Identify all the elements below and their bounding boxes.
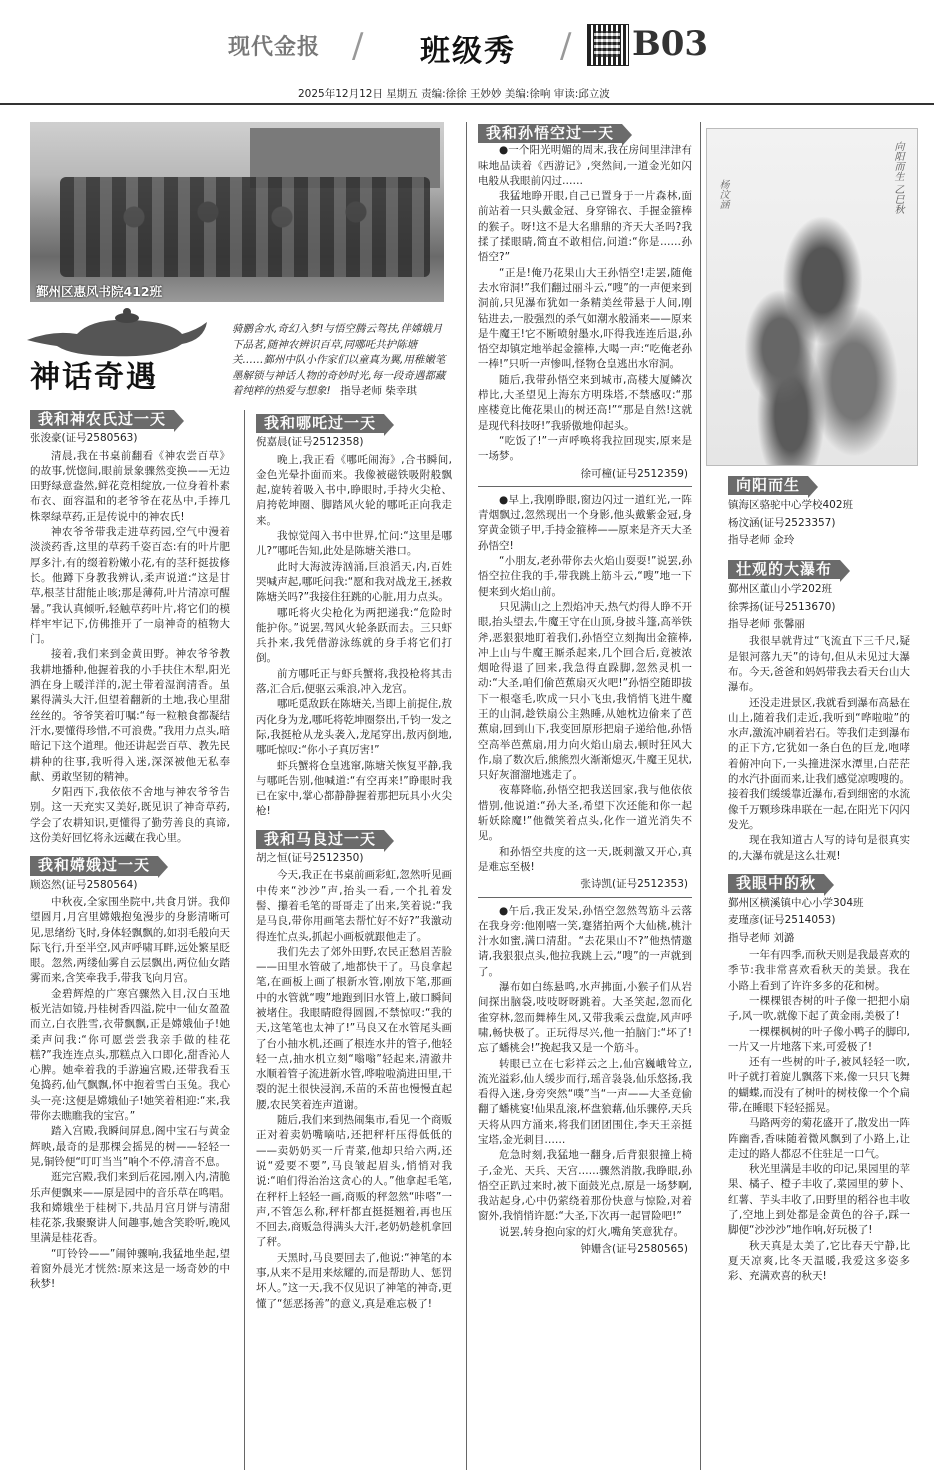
story-teacher: 指导老师 刘潞 bbox=[728, 931, 795, 944]
story-title: 我和神农氏过一天 bbox=[30, 410, 174, 429]
story-paragraph: 神农爷爷带我走进草药园,空气中漫着淡淡药香,这里的草药千姿百态:有的叶片肥厚多汁,有的缀着粉嫩小花,有的茎秆挺拔修长。他蹲下身教我辨认,柔声说道:“这是甘草,根茎甘甜能止咳;那是薄荷,叶片清凉可醒暑。”我认真倾听,轻触草药叶片,将它们的模样牢牢记下,仿佛推开了一扇神奇的植物大门。 bbox=[30, 526, 230, 646]
column-4 bbox=[728, 476, 910, 1285]
story-paragraph: 一棵棵银杏树的叶子像一把把小扇子,风一吹,就像下起了黄金雨,美极了! bbox=[728, 994, 910, 1023]
photo-caption: 鄞州区惠风书院412班 bbox=[36, 284, 163, 299]
feature-title: 神话奇遇 bbox=[30, 360, 158, 395]
story-byline: 徐霁扬(证号2513670) bbox=[728, 600, 836, 613]
story-paragraph: 夜幕降临,孙悟空把我送回家,我与他依依惜别,他说道:“孙大圣,希望下次还能和你一起斩妖除魔!”他微笑着点头,化作一道光消失不见。 bbox=[478, 784, 692, 843]
story-title: 我眼中的秋 bbox=[728, 874, 824, 893]
story-byline: 顾恣然(证号2580564) bbox=[30, 878, 138, 891]
story-paragraph: 虾兵蟹将仓皇逃窜,陈塘关恢复平静,我与哪吒告别,他喊道:“有空再来!”睁眼时我已在家中,掌心都静静握着那把玩具小火尖枪! bbox=[256, 759, 452, 818]
column-3 bbox=[478, 124, 692, 1261]
story-paragraph: 中秋夜,全家围坐院中,共食月饼。我仰望圆月,月宫里嫦娥抱兔漫步的身影清晰可见,思绪纷飞时,身体轻飘飘的,如羽毛般向天际飞行,升至半空,风声呼啸耳畔,远处繁星眨眼。忽然,两缕仙雾自云层飘出,两位仙女踏雾而来,含笑牵我手,带我飞向月宫。 bbox=[30, 895, 230, 985]
column-divider bbox=[700, 122, 701, 1470]
story-paragraph: “小朋友,老孙带你去火焰山耍耍!”说罢,孙悟空拉住我的手,带我跳上筋斗云,“嗖”地一下便来到火焰山前。 bbox=[478, 555, 692, 598]
page-number: B03 bbox=[632, 24, 709, 64]
feature-intro bbox=[232, 322, 448, 400]
story-paragraph: 危急时刻,我猛地一翻身,后背狠狠撞上椅子,金光、天兵、天宫……骤然消散,我睁眼,孙悟空正趴过来时,被下面鼓光点,原是一场梦啊,我站起身,心中仍萦绕着那份快意与惊险,对着窗外,我悄悄许愿:“大圣,下次再一起冒险吧!” bbox=[478, 1149, 692, 1223]
story-title: 向阳而生 bbox=[728, 476, 808, 495]
story-school: 鄞州区董山小学202班 bbox=[728, 583, 833, 596]
story-school: 鄞州区横溪镇中心小学304班 bbox=[728, 897, 864, 910]
story-paragraph: 前方哪吒正与虾兵蟹将,我投枪将其击落,汇合后,便驱云乘浪,冲入龙宫。 bbox=[256, 667, 452, 696]
story-paragraph: 还有一些树的叶子,被风轻轻一吹,叶子就打着旋儿飘落下来,像一只只飞舞的蝴蝶,而没有了树叶的树枝像一个个扁带,在睡眼下轻轻摇晃。 bbox=[728, 1056, 910, 1114]
story-paragraph: 随后,我们来到热闹集市,看见一个商贩正对着卖奶嘴嘀咕,还把秤杆压得低低的——卖奶奶买一斤青菜,他却只给六两,还说“爱要不要”,马良皱起眉头,悄悄对我说:“咱们得治治这贪心的人。”他拿起毛笔,在秤杆上轻轻一画,商贩的秤忽然“咔嗒”一声,不管怎么称,秤杆都直挺挺翘着,再也压不回去,商贩急得满头大汗,老奶奶趁机拿回了秤。 bbox=[256, 1114, 452, 1249]
story-paragraph: 还没走进景区,我就看到瀑布高悬在山上,随着我们走近,我听到“哗啦啦”的水声,激流冲刷着岩石。等我们走到瀑布的正下方,它犹如一条白色的巨龙,咆哮着俯冲向下,一头撞进深水潭里,白茫茫的水汽扑面而来,让我们感觉凉嗖嗖的。接着我们缓缓靠近瀑布,看到细密的水流像千万颗珍珠串联在一起,在阳光下闪闪发光。 bbox=[728, 696, 910, 831]
qr-code-icon[interactable] bbox=[587, 24, 629, 66]
painting-inscription: 向阳而生 乙巳秋 bbox=[892, 141, 903, 215]
header-divider: / bbox=[560, 26, 572, 66]
story-paragraph: ●午后,我正发呆,孙悟空忽然驾筋斗云落在我身旁:他刚嘻一笑,蹇猪拍两个大仙桃,桃汁汁水如蜜,满口清甜。“去花果山不?”他热情邀请,我狠狠点头,他拉我跳上云,“嗖”的一声就到了。 bbox=[478, 904, 692, 978]
story-paragraph: 清晨,我在书桌前翻看《神农尝百草》的故事,恍惚间,眼前景象骤然变换——无边田野绿意盎然,鲜花竞相绽放,一位身着朴素布衣、面容温和的老爷爷在花丛中,手捧几株翠绿草药,正是传说中的神农氏! bbox=[30, 449, 230, 523]
story-paragraph: 晚上,我正看《哪吒闹海》,合书瞬间,金色光晕扑面而来。我像被磁铁吸附般飘起,旋转着吸入书中,睁眼时,手持火尖枪、肩挎乾坤圈、脚踏风火轮的哪吒正向我走来。 bbox=[256, 453, 452, 527]
magic-lamp-icon bbox=[22, 300, 212, 360]
story-paragraph: 现在我知道古人写的诗句是很真实的,大瀑布就是这么壮观! bbox=[728, 834, 910, 862]
story-paragraph: 一年有四季,而秋天则是我最喜欢的季节:我非常喜欢看秋天的美景。我在小路上看到了许许多多的花和树。 bbox=[728, 949, 910, 992]
story-paragraph: 秋天真是太美了,它比春天宁静,比夏天凉爽,比冬天温暖,我爱这多姿多彩、充满欢喜的秋天! bbox=[728, 1239, 910, 1283]
story-paragraph: 马路两旁的菊花盛开了,散发出一阵阵幽香,香味随着微风飘到了小路上,让走过的路人都忍不住驻足一口气。 bbox=[728, 1117, 910, 1160]
story-paragraph: ●早上,我刚睁眼,窗边闪过一道红光,一阵青烟飘过,忽然现出一个身影,他头戴紫金冠,身穿黄金锁子甲,手持金箍棒——原来是齐天大圣孙悟空! bbox=[478, 493, 692, 552]
story-paragraph: 一棵棵枫树的叶子像小鸭子的脚印,一片又一片地落下来,可爱极了! bbox=[728, 1025, 910, 1053]
story-paragraph: 逛完宫殿,我们来到后花园,刚入内,清脆乐声便飘来——原是园中的音乐草在鸣唱。我和嫦娥坐于桂树下,共品月宫月饼与清甜桂花茶,我聚聚讲人间趣事,她含笑聆听,晚风里满是桂花香。 bbox=[30, 1171, 230, 1245]
story-paragraph: 我很早就背过“飞流直下三千尺,疑是银河落九天”的诗句,但从未见过大瀑布。今天,爸爸和妈妈带我去看天台山大瀑布。 bbox=[728, 635, 910, 694]
story-paragraph: 随后,我带孙悟空来到城市,高楼大厦鳞次栉比,大圣望见上海东方明珠塔,不禁感叹:“那座楼竟比俺花果山的树还高!”“那是自然!这就是现代科技呀!”我骄傲地仰起头。 bbox=[478, 373, 692, 432]
story-paragraph: 秋光里满是丰收的印记,果园里的苹果、橘子、橙子丰收了,菜园里的萝卜、红薯、芋头丰收了,田野里的稻谷也丰收了,空地上到处都是金黄色的谷子,踩一脚便“沙沙沙”地作响,好玩极了! bbox=[728, 1163, 910, 1237]
header-rule bbox=[0, 103, 934, 105]
story-paragraph: 瀑布如白练悬鸣,水声拂面,小猴子们从岩间探出脑袋,吱吱呀呀跳着。大圣笑起,忽而化雀穿林,忽而舞棒生风,又带我乘云盘旋,风声呼啸,畅快极了。正玩得尽兴,他一拍脑门:“坏了!忘了蟠桃会!”挽起我又是一个筋斗。 bbox=[478, 981, 692, 1055]
column-2 bbox=[256, 414, 452, 1312]
story-paragraph: 今天,我正在书桌前画彩虹,忽然听见画中传来“沙沙”声,抬头一看,一个扎着发髻、攥着毛笔的哥哥走了出来,笑着说:“我是马良,带你用画笔去帮忙好不好?”我激动得连忙点头,抓起小画板就跟他走了。 bbox=[256, 869, 452, 943]
story-paragraph: 天黑时,马良要回去了,他说:“神笔的本事,从来不是用来炫耀的,而是帮助人、惩罚坏人。”这一天,我不仅见识了神笔的神奇,更懂了“惩恶扬善”的意义,真是难忘极了! bbox=[256, 1251, 452, 1310]
story-byline: 杨汶涵(证号2523357) bbox=[728, 516, 836, 529]
story-paragraph: 夕阳西下,我依依不舍地与神农爷爷告别。这一天充实又美好,既见识了神奇草药,学会了农耕知识,更懂得了勤劳善良的真谛,这份美好回忆将永远藏在我心里。 bbox=[30, 786, 230, 845]
story-paragraph: 此时大海波涛汹涌,巨浪滔天,内,百姓哭喊声起,哪吒问我:“愿和我对战龙王,拯救陈塘关吗?”我接住狂跳的心脏,用力点头。 bbox=[256, 560, 452, 604]
story-byline: 倪嘉晨(证号2512358) bbox=[256, 436, 364, 449]
story-paragraph: 说罢,转身抱向家的灯火,嘴角笑意犹存。 bbox=[499, 1225, 685, 1238]
date-line: 2025年12月12日 星期五 责编:徐徐 王妙妙 美编:徐响 审读:邱立波 bbox=[298, 88, 610, 100]
story-title: 我和哪吒过一天 bbox=[256, 414, 384, 433]
story-signature: 钟姗含(证号2580565) bbox=[580, 1243, 688, 1256]
painting-inscription: 杨汶涵 bbox=[717, 179, 728, 209]
story-byline: 麦瑾彦(证号2514053) bbox=[728, 914, 836, 927]
story-paragraph: 转眼已立在七彩祥云之上,仙宫巍峨耸立,流光溢彩,仙人缓步而行,瑶音袅袅,仙乐悠扬,我看得入迷,身旁突然“噗”当“一声——大圣竟偷翻了蟠桃宴!仙果乱滚,杯盘狼藉,仙乐骤停,天兵天将从四方涌来,将我们团团围住,李天王亲挺宝塔,金光刺目…… bbox=[478, 1057, 692, 1146]
masthead bbox=[0, 0, 934, 100]
story-paragraph: 哪吒觅敌跃在陈塘关,当即上前捉住,敖丙化身为龙,哪吒将乾坤圈祭出,千钧一发之际,我挺枪从龙头袭入,龙尾穿出,敖丙倒地,哪吒惊叹:“你小子真厉害!” bbox=[256, 698, 452, 757]
story-title: 我和孙悟空过一天 bbox=[478, 124, 622, 143]
story-title: 壮观的大瀑布 bbox=[728, 560, 840, 579]
story-paragraph: “吃饭了!”一声呼唤将我拉回现实,原来是一场梦。 bbox=[478, 434, 692, 463]
story-paragraph: “叮铃铃——”闹钟骤响,我猛地坐起,望着窗外晨光才恍然:原来这是一场奇妙的中秋梦! bbox=[30, 1247, 230, 1291]
story-paragraph: 我猛地睁开眼,自己已置身于一片森林,面前站着一只头戴金冠、身穿锦衣、手握金箍棒的猴子。呀!这不是大名鼎鼎的齐天大圣吗?我揉了揉眼睛,简直不敢相信,问道:“你是……孙悟空?” bbox=[478, 190, 692, 264]
story-paragraph: 哪吒将火尖枪化为两把递我:“危险时能护你。”说罢,驾风火轮条跃而去。三只虾兵扑来,我凭借游泳练就的身手将它们打倒。 bbox=[256, 606, 452, 665]
ink-painting bbox=[706, 128, 918, 466]
story-signature: 张诗凯(证号2512353) bbox=[580, 878, 688, 891]
story-teacher: 指导老师 张馨丽 bbox=[728, 618, 805, 631]
publication-name: 现代金报 bbox=[228, 34, 321, 60]
story-byline: 张浚豪(证号2580563) bbox=[30, 432, 138, 445]
column-divider bbox=[244, 410, 245, 1470]
section-title: 班级秀 bbox=[420, 34, 516, 69]
story-paragraph: 我惊觉闯入书中世界,忙问:“这里是哪儿?”哪吒告知,此处是陈塘关港口。 bbox=[256, 530, 452, 558]
story-title: 我和马良过一天 bbox=[256, 830, 384, 849]
story-paragraph: “正是!俺乃花果山大王孙悟空!走罢,随俺去水帘洞!”我们翻过丽斗云,“嗖”的一声便来到洞前,只见瀑布犹如一条精美丝带悬于人间,刚钻进去,一股强烈的杀气如潮水般涌来——原来是牛魔王!它不断喷射墨水,吓得我连连后退,孙悟空却镇定地举起金箍棒,大喝一声:“吃俺老孙一棒!”只听一声惨叫,怪物仓皇逃出水帘洞。 bbox=[478, 266, 692, 371]
column-1 bbox=[30, 410, 230, 1293]
class-photo bbox=[30, 122, 444, 302]
story-paragraph: 金碧辉煌的广寒宫骤然入目,汉白玉地板光洁如镜,丹桂树香四溢,院中一仙女盈盈而立,白衣胜雪,衣带飘飘,正是嫦娥仙子!她柔声问我:“你可愿尝尝我亲手做的桂花糕?”我连连点头,那糕点入口即化,甜香沁人心脾。她牵着我的手游遍宫殿,还带我看玉兔捣药,仙气飘飘,怀中抱着雪白玉兔。我心头一亮:这便是嫦娥仙子!她笑着相迎:“来,我带你去瞧瞧我的宝宫。” bbox=[30, 987, 230, 1123]
intro-text: 骑鹏舍水,奇幻入梦!与悟空腾云驾扶,伴嫦娥月下品茗,随神农辨识百草,同哪吒共护陈塘关……鄞州中队小作家们以童真为翼,用稚嫩笔墨解锁与神话人物的奇妙时光,每一段奇遇都藏着纯粹的热爱与想象! bbox=[232, 323, 446, 397]
story-paragraph: 踏入宫殿,我瞬间屏息,阁中宝石与黄金辉映,最奇的是那棵会摇晃的树——轻轻一晃,铜铃便“叮叮当当”响个不停,清音不息。 bbox=[30, 1125, 230, 1168]
story-paragraph: 接着,我们来到金黄田野。神农爷爷教我耕地播种,他握着我的小手扶住木犁,阳光洒在身上暖洋洋的,泥土带着湿润清香。虽累得满头大汗,但望着翻新的土地,我心里甜丝丝的。爷爷笑着叮嘱:“每一粒粮食都凝结汗水,要懂得珍惜,不可浪费。”我用力点头,暗暗记下这个道理。他还讲起尝百草、教先民耕种的往事,我听得入迷,深深被他无私奉献、勇敢坚韧的精神。 bbox=[30, 648, 230, 783]
header-divider: / bbox=[352, 26, 364, 66]
column-divider bbox=[466, 122, 467, 1470]
intro-teacher: 指导老师 柴幸琪 bbox=[340, 385, 417, 397]
story-school: 镇海区骆驼中心学校402班 bbox=[728, 499, 854, 512]
story-paragraph: 只见满山之上烈焰冲天,热气灼得人睁不开眼,抬头望去,牛魔王守在山顶,身披斗篷,高举铁斧,恶狠狠地盯着我们,孙悟空立刻掏出金箍棒,冲上山与牛魔王厮杀起来,几个回合后,竟被浓烟呛得退了回来,我急得直跺脚,忽然灵机一动:“大圣,咱们偷芭蕉扇灭火吧!”孙悟空随即拔下一根毫毛,吹成一只小飞虫,我悄悄飞进牛魔王的山洞,趁铁扇公主熟睡,从她枕边偷来了芭蕉扇,回到山下,我变回原形把扇子递给他,孙悟空高举芭蕉扇,用力向火焰山扇去,顿时狂风大作,扇了数次后,熊熊烈火渐渐熄灭,牛魔王见状,只好灰溜溜地逃走了。 bbox=[478, 600, 692, 782]
story-paragraph: ●一个阳光明媚的周末,我在房间里津津有味地品读着《西游记》,突然间,一道金光如闪电般从我眼前闪过…… bbox=[478, 144, 692, 187]
story-teacher: 指导老师 金玲 bbox=[728, 533, 795, 546]
story-paragraph: 和孙悟空共度的这一天,既刺激又开心,真是难忘至极! bbox=[478, 845, 692, 873]
story-signature: 徐可橦(证号2512359) bbox=[580, 467, 688, 480]
story-title: 我和嫦娥过一天 bbox=[30, 856, 158, 875]
story-byline: 胡之恒(证号2512350) bbox=[256, 852, 364, 865]
story-paragraph: 我们先去了郊外田野,农民正愁眉苦脸——田里水管破了,地都快干了。马良拿起笔,在画板上画了根新水管,刚放下笔,那画中的水管就“嗖”地跑到旧水管上,破口瞬间被堵住。我眼睛瞪得圆圆,不禁惊叹:“我的天,这笔笔也太神了!”马良又在水管尾头画了台小抽水机,还画了根连水井的管子,他轻轻一点,抽水机立刻“嗡嗡”轻起来,清澈井水顺着管子流进新水管,哗啦啦淌进田里,干裂的泥土很快浸润,禾苗的禾苗也慢慢直起腰,农民笑着连声道谢。 bbox=[256, 945, 452, 1111]
